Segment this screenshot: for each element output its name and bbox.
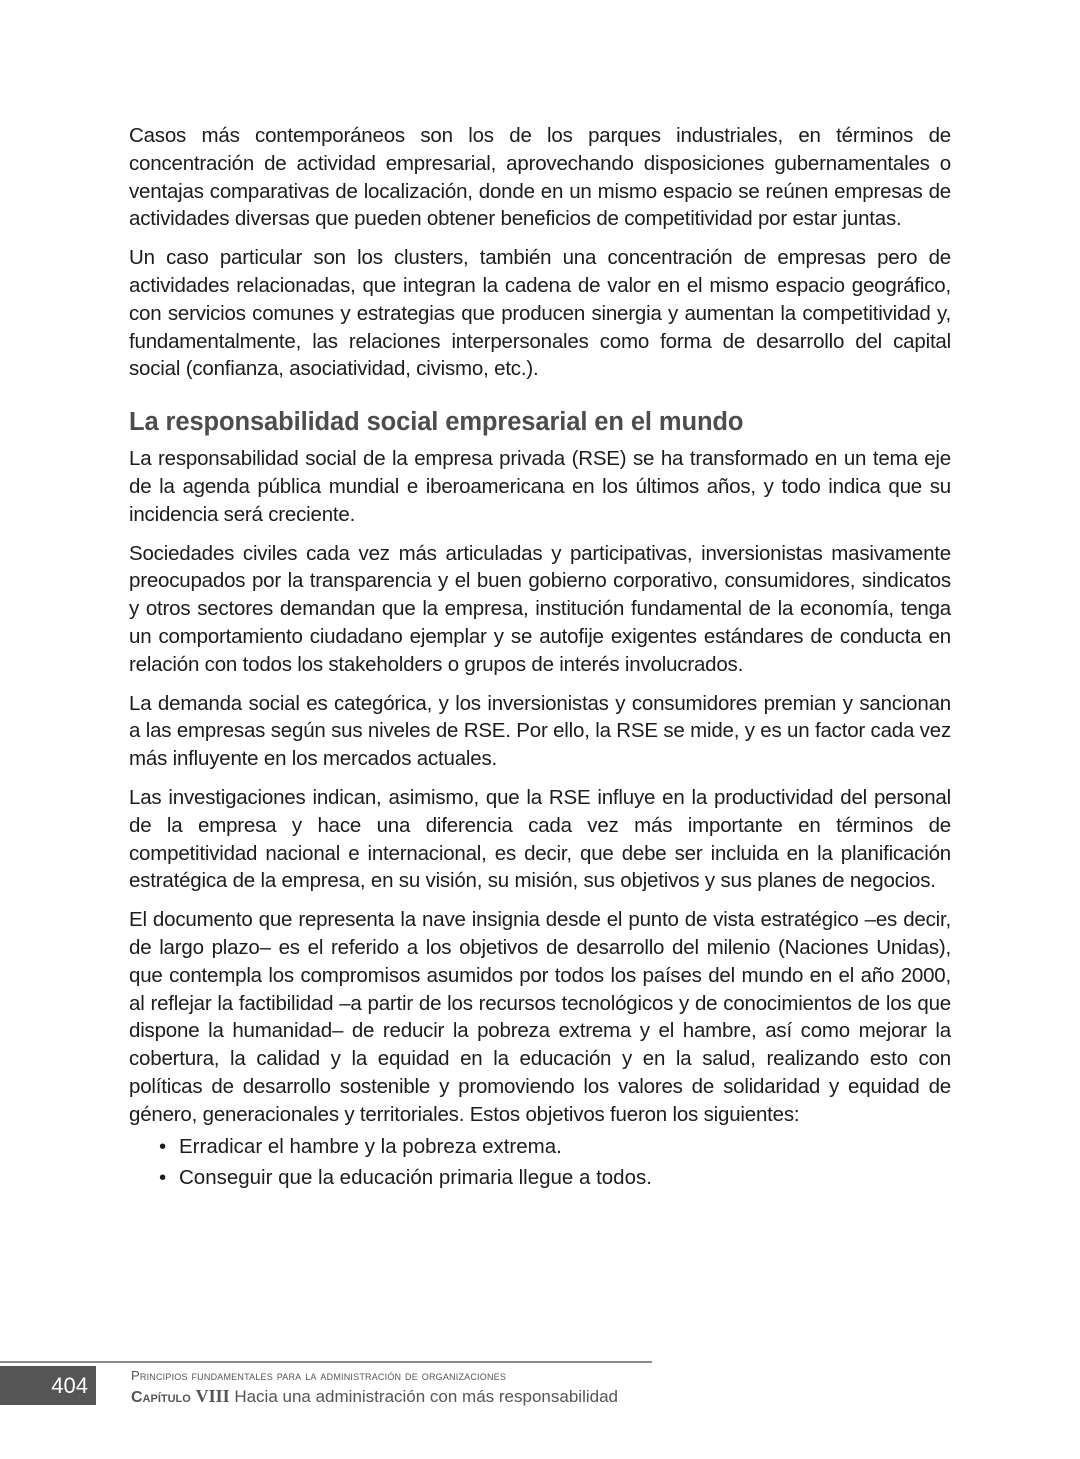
chapter-line	[131, 1385, 618, 1409]
chapter-title: Hacia una administración con más responsabilidad	[234, 1387, 618, 1406]
list-item-text: Conseguir que la educación primaria llegue a todos.	[179, 1165, 652, 1189]
chapter-label: Capítulo	[131, 1389, 191, 1406]
page-body	[129, 122, 951, 1193]
page-number: 404	[0, 1366, 96, 1405]
list-item	[159, 1131, 951, 1162]
paragraph-parques-industriales: Casos más contemporáneos son los de los parques industriales, en términos de concentración de actividad empresarial, aprovechando disposiciones gubernamentales o ventajas comparativas de localización, donde en un mismo espacio se reúnen empresas de actividades diversas que pueden obtener beneficios de competitividad por estar juntas.	[129, 124, 951, 231]
paragraph-sociedades-civiles: Sociedades civiles cada vez más articuladas y participativas, inversionistas masivamente preocupados por la transparencia y el buen gobierno corporativo, consumidores, sindicatos y otros sectores demandan que la empresa, institución fundamental de la economía, tenga un comportamiento ciudadano ejemplar y se autofije exigentes estándares de conducta en relación con todos los stakeholders o grupos de interés involucrados.	[129, 541, 951, 676]
paragraph-investigaciones: Las investigaciones indican, asimismo, que la RSE influye en la productividad del personal de la empresa y hace una diferencia cada vez más importante en términos de competitividad nacional e internacional, es decir, que debe ser incluida en la planificación estratégica de la empresa, en su visión, su misión, sus objetivos y sus planes de negocios.	[129, 785, 951, 893]
footer-divider	[0, 1361, 652, 1363]
bullet-icon: •	[159, 1165, 167, 1189]
book-title: Principios fundamentales para la administración de organizaciones	[131, 1368, 507, 1383]
running-footer	[131, 1367, 618, 1409]
paragraph-demanda-social: La demanda social es categórica, y los inversionistas y consumidores premian y sancionan a las empresas según sus niveles de RSE. Por ello, la RSE se mide, y es un factor cada vez más influyente en los mercados actuales.	[129, 691, 951, 771]
chapter-number: VIII	[195, 1386, 230, 1406]
objectives-list	[129, 1131, 951, 1193]
paragraph-clusters: Un caso particular son los clusters, también una concentración de empresas pero de actividades relacionadas, que integran la cadena de valor en el mismo espacio geográfico, con servicios comunes y estrategias que producen sinergia y aumentan la competitividad y, fundamentalmente, las relaciones interpersonales como forma de desarrollo del capital social (confianza, asociatividad, civismo, etc.).	[129, 246, 951, 381]
bullet-icon: •	[159, 1134, 167, 1158]
paragraph-objetivos-milenio: El documento que representa la nave insignia desde el punto de vista estratégico –es decir, de largo plazo– es el referido a los objetivos de desarrollo del milenio (Naciones Unidas), que contempla los compromisos asumidos por todos los países del mundo en el año 2000, al reflejar la factibilidad –a partir de los recursos tecnológicos y de conocimientos de los que dispone la humanidad– de reducir la pobreza extrema y el hambre, así como mejorar la cobertura, la calidad y la equidad en la educación y en la salud, realizando esto con políticas de desarrollo sostenible y promoviendo los valores de solidaridad y equidad de género, generacionales y territoriales. Estos objetivos fueron los siguientes:	[129, 908, 951, 1126]
list-item	[159, 1162, 951, 1193]
list-item-text: Erradicar el hambre y la pobreza extrema.	[179, 1134, 562, 1158]
section-heading: La responsabilidad social empresarial en el mundo	[129, 408, 744, 437]
paragraph-rse-intro: La responsabilidad social de la empresa privada (RSE) se ha transformado en un tema eje de la agenda pública mundial e iberoamericana en los últimos años, y todo indica que su incidencia será creciente.	[129, 447, 951, 526]
